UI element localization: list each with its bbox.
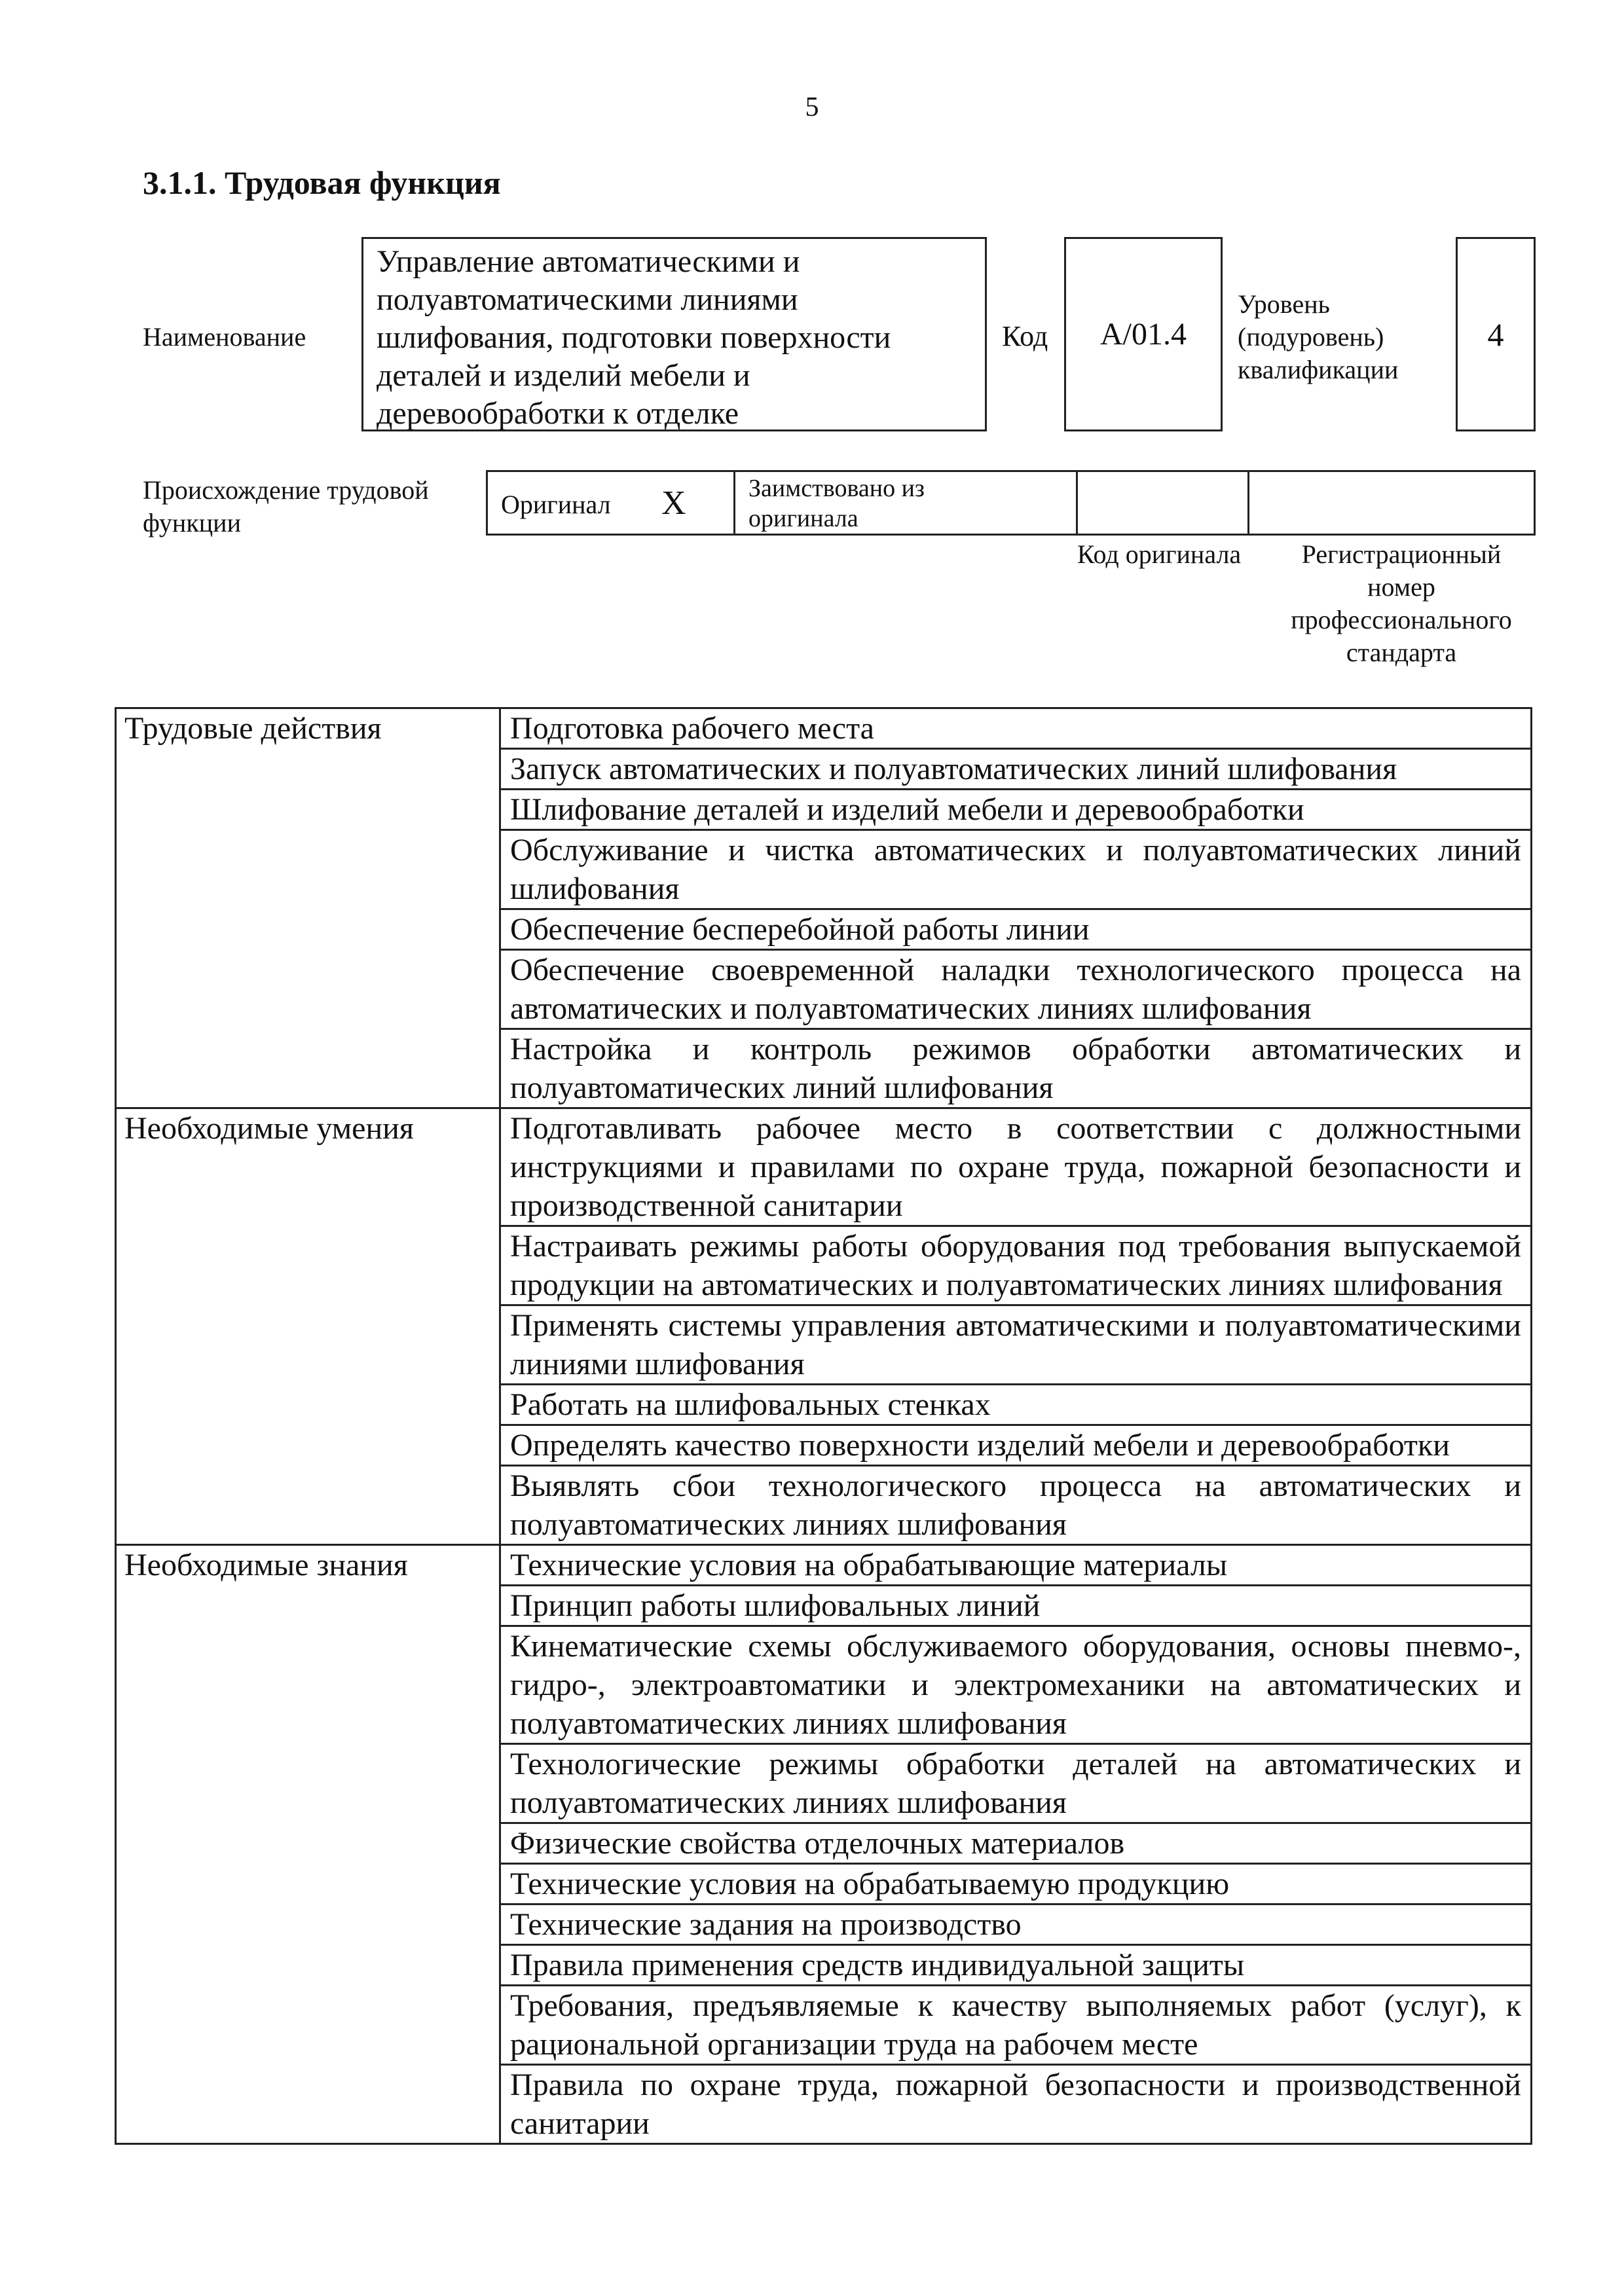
code-value: A/01.4 [1064,237,1223,431]
list-item: Кинематические схемы обслуживаемого оборудования, основы пневмо-, гидро-, электроавтоматики и электромеханики на автоматических и полуавтоматических линиях шлифования [500,1626,1532,1744]
section-title: 3.1.1. Трудовая функция [143,164,501,201]
name-value: Управление автоматическими и полуавтоматическими линиями шлифования, подготовки поверхности деталей и изделий мебели и деревообработки к отделке [361,237,987,431]
list-item: Выявлять сбои технологического процесса на автоматических и полуавтоматических линиях шлифования [500,1466,1532,1545]
table-row [116,708,1532,749]
code-original-caption: Код оригинала [1077,539,1242,569]
list-item: Запуск автоматических и полуавтоматических линий шлифования [500,749,1532,790]
name-label: Наименование [143,322,306,352]
origin-label: Происхождение трудовой функции [143,475,429,538]
function-table [115,707,1532,2145]
divider [733,472,735,534]
list-item: Правила по охране труда, пожарной безопасности и производственной санитарии [500,2065,1532,2144]
list-item: Правила применения средств индивидуальной защиты [500,1945,1532,1986]
list-item: Работать на шлифовальных стенках [500,1385,1532,1425]
list-item: Обслуживание и чистка автоматических и полуавтоматических линий шлифования [500,830,1532,909]
table-row [116,1108,1532,1226]
list-item: Технические условия на обрабатывающие материалы [500,1545,1532,1586]
list-item: Технологические режимы обработки деталей на автоматических и полуавтоматических линиях шлифования [500,1744,1532,1823]
list-item: Технические задания на производство [500,1904,1532,1945]
code-label: Код [1002,320,1048,352]
reg-number-caption: Регистрационный номер профессионального стандарта [1291,539,1512,667]
divider [1076,472,1078,534]
original-mark: X [661,484,686,522]
list-item: Настройка и контроль режимов обработки автоматических и полуавтоматических линий шлифования [500,1029,1532,1108]
level-value: 4 [1456,237,1536,431]
origin-row [486,470,1536,536]
divider [1247,472,1249,534]
level-label: Уровень (подуровень) квалификации [1238,289,1399,384]
section-title-knowledge: Необходимые знания [116,1545,500,2144]
list-item: Технические условия на обрабатываемую продукцию [500,1864,1532,1904]
page-number: 5 [805,92,819,122]
borrowed-label: Заимствовано из оригинала [748,475,925,532]
original-label: Оригинал [501,490,611,519]
list-item: Физические свойства отделочных материалов [500,1823,1532,1864]
list-item: Подготовка рабочего места [500,708,1532,749]
list-item: Шлифование деталей и изделий мебели и деревообработки [500,790,1532,830]
list-item: Требования, предъявляемые к качеству выполняемых работ (услуг), к рациональной организации труда на рабочем месте [500,1986,1532,2065]
table-row [116,1545,1532,1586]
section-title-skills: Необходимые умения [116,1108,500,1545]
list-item: Принцип работы шлифовальных линий [500,1586,1532,1626]
section-title-actions: Трудовые действия [116,708,500,1108]
list-item: Подготавливать рабочее место в соответствии с должностными инструкциями и правилами по охране труда, пожарной безопасности и производственной санитарии [500,1108,1532,1226]
list-item: Настраивать режимы работы оборудования под требования выпускаемой продукции на автоматических и полуавтоматических линиях шлифования [500,1226,1532,1305]
list-item: Определять качество поверхности изделий мебели и деревообработки [500,1425,1532,1466]
list-item: Обеспечение своевременной наладки технологического процесса на автоматических и полуавтоматических линиях шлифования [500,950,1532,1029]
list-item: Обеспечение бесперебойной работы линии [500,909,1532,950]
list-item: Применять системы управления автоматическими и полуавтоматическими линиями шлифования [500,1305,1532,1385]
